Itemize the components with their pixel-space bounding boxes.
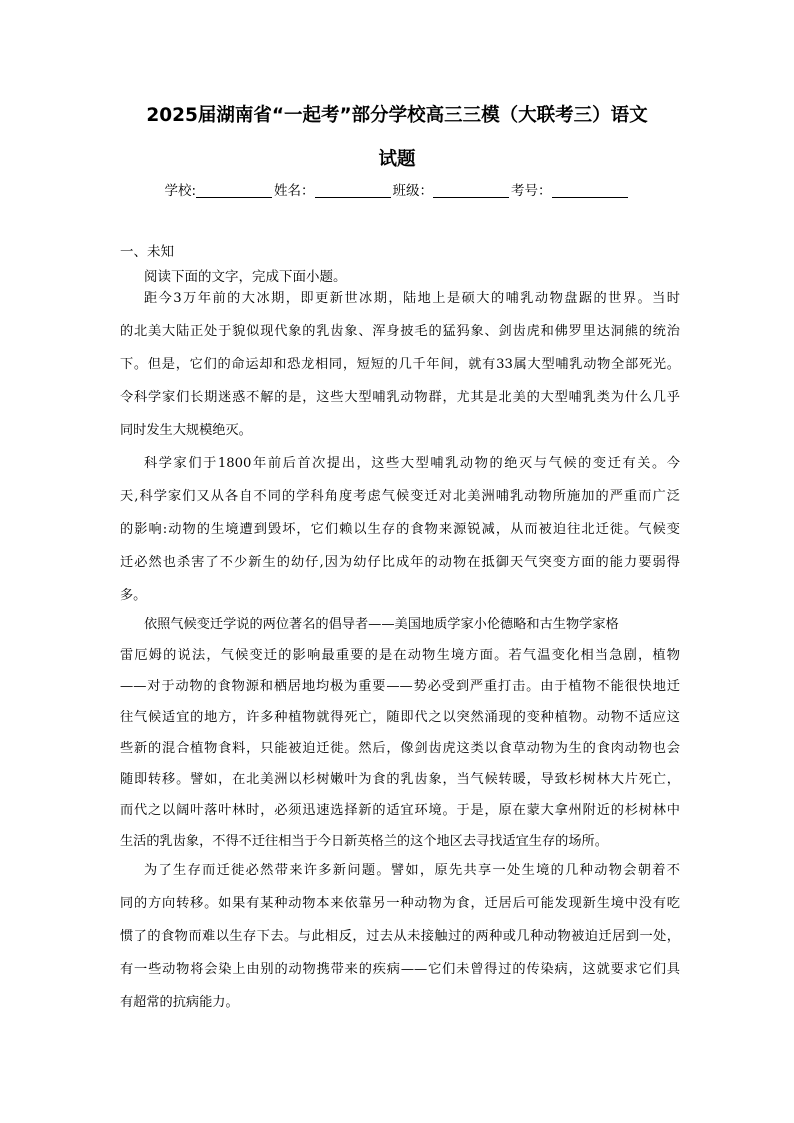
passage-line: 为了生存而迁徙必然带来许多新问题。譬如，原先共享一处生境的几种动物会朝着不 xyxy=(144,863,680,878)
passage-line: 科学家们于1800年前后首次提出，这些大型哺乳动物的绝灭与气候的变迁有关。今 xyxy=(144,456,680,471)
passage-line: 的北美大陆正处于貌似现代象的乳齿象、浑身披毛的猛犸象、剑齿虎和佛罗里达洞熊的统治 xyxy=(120,324,680,339)
student-info-line xyxy=(0,181,794,201)
passage-line: 有超常的抗病能力。 xyxy=(120,995,239,1010)
passage-line: 生活的乳齿象，不得不迁往相当于今日新英格兰的这个地区去寻找适宜生存的场所。 xyxy=(120,834,608,849)
passage-line: 有一些动物将会染上由别的动物携带来的疾病——它们未曾得过的传染病，这就要求它们具 xyxy=(120,962,680,977)
number-label: 考号： xyxy=(511,183,552,199)
passage-line: 的影响:动物的生境遭到毁坏，它们赖以生存的食物来源锐减，从而被迫往北迁徙。气候变 xyxy=(120,522,680,537)
passage-line: 而代之以阔叶落叶林时，必须迅速选择新的适宜环境。于是，原在蒙大拿州附近的杉树林中 xyxy=(120,803,680,818)
name-blank[interactable] xyxy=(315,183,391,198)
passage-line: ——对于动物的食物源和栖居地均极为重要——势必受到严重打击。由于植物不能很快地迁 xyxy=(120,679,680,694)
passage-line: 随即转移。譬如，在北美洲以杉树嫩叶为食的乳齿象，当气候转暖，导致杉树林大片死亡， xyxy=(120,772,680,787)
passage-line: 令科学家们长期迷惑不解的是，这些大型哺乳动物群，尤其是北美的大型哺乳类为什么几乎 xyxy=(120,390,680,405)
passage-line: 下。但是，它们的命运却和恐龙相同，短短的几千年间，就有33属大型哺乳动物全部死光。 xyxy=(120,357,680,372)
school-label: 学校: xyxy=(164,183,197,199)
passage-line: 距今3万年前的大冰期，即更新世冰期，陆地上是硕大的哺乳动物盘踞的世界。当时 xyxy=(144,291,680,306)
class-blank[interactable] xyxy=(433,183,509,198)
passage-line: 天,科学家们又从各自不同的学科角度考虑气候变迁对北美洲哺乳动物所施加的严重而广泛 xyxy=(120,489,680,504)
passage-line: 迁必然也杀害了不少新生的幼仔,因为幼仔比成年的动物在抵御天气突变方面的能力要弱得 xyxy=(120,555,680,570)
passage-line: 依照气候变迁学说的两位著名的倡导者——美国地质学家小伦德略和古生物学家格 xyxy=(144,617,619,632)
school-blank[interactable] xyxy=(196,183,272,198)
class-label: 班级： xyxy=(392,183,434,199)
page-title-continued: 试题 xyxy=(378,149,416,170)
passage-line: 往气候适宜的地方，许多种植物就得死亡，随即代之以突然涌现的变种植物。动物不适应这 xyxy=(120,710,680,725)
number-blank[interactable] xyxy=(552,183,628,198)
passage-line: 惯了的食物而难以生存下去。与此相反，过去从未接触过的两种或几种动物被迫迁居到一处， xyxy=(120,929,680,944)
name-label: 姓名： xyxy=(274,183,315,199)
passage-line: 雷厄姆的说法，气候变迁的影响最重要的是在动物生境方面。若气温变化相当急剧，植物 xyxy=(120,648,680,663)
passage-line: 多。 xyxy=(120,588,147,603)
passage-line: 同时发生大规模绝灭。 xyxy=(120,423,252,438)
page-title: 2025届湖南省“一起考”部分学校高三三模（大联考三）语文 xyxy=(146,105,648,126)
section-heading: 一、未知 xyxy=(120,244,174,260)
passage-line: 些新的混合植物食料，只能被迫迁徙。然后，像剑齿虎这类以食草动物为生的食肉动物也会 xyxy=(120,741,680,756)
passage-line: 同的方向转移。如果有某种动物本来依靠另一种动物为食，迁居后可能发现新生境中没有吃 xyxy=(120,896,680,911)
section-instruction: 阅读下面的文字，完成下面小题。 xyxy=(144,269,347,285)
